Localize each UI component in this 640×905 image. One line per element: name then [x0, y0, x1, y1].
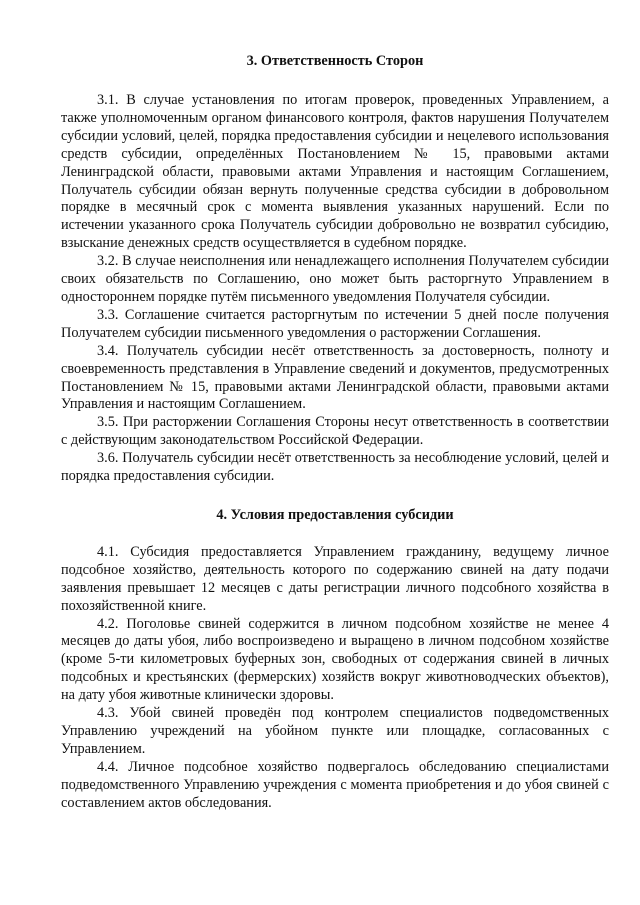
section-4-heading: 4. Условия предоставления субсидии — [216, 506, 454, 523]
clause-3-2: 3.2. В случае неисполнения или ненадлежащего исполнения Получателем субсидии своих обязательств по Соглашению, оно может быть расторгнуто Управлением в одностороннем порядке путём письменного уведомления Получателя субсидии. — [61, 253, 609, 305]
clause-3-3: 3.3. Соглашение считается расторгнутым по истечении 5 дней после получения Получателем субсидии письменного уведомления о расторжении Соглашения. — [61, 306, 609, 341]
clause-3-4: 3.4. Получатель субсидии несёт ответственность за достоверность, полноту и своевременность представления в Управление сведений и документов, предусмотренных Постановлением № 15, правовыми актами Ленинградской области, правовыми актами Управления и настоящим Соглашением. — [61, 342, 609, 413]
section-3-heading: 3. Ответственность Сторон — [246, 53, 424, 69]
clause-3-1: 3.1. В случае установления по итогам проверок, проведенных Управлением, а также уполномоченным органом финансового контроля, фактов нарушения Получателем субсидии условий, целей, порядка предоставления субсидии и нецелевого использования средств субсидии, определённых Постановлением № 15, правовыми актами Ленинградской области, правовыми актами Управления и настоящим Соглашением, Получатель субсидии обязан вернуть полученные средства субсидии в добровольном порядке в месячный срок с момента выявления указанных нарушений. Если по истечении указанного срока Получатель субсидии добровольно не возвратил субсидию, взыскание денежных средств осуществляется в судебном порядке. — [61, 92, 609, 252]
clause-4-1: 4.1. Субсидия предоставляется Управлением гражданину, ведущему личное подсобное хозяйство, деятельность которого по содержанию свиней на дату подачи заявления превышает 12 месяцев с даты регистрации личного подсобного хозяйства в похозяйственной книге. — [61, 543, 609, 614]
document-page — [61, 52, 609, 813]
clause-4-3: 4.3. Убой свиней проведён под контролем специалистов подведомственных Управлению учреждений на убойном пункте или площадке, согласованных с Управлением. — [61, 705, 609, 757]
clause-3-5: 3.5. При расторжении Соглашения Стороны несут ответственность в соответствии с действующим законодательством Российской Федерации. — [61, 414, 609, 449]
clause-4-2: 4.2. Поголовье свиней содержится в личном подсобном хозяйстве не менее 4 месяцев до даты убоя, либо воспроизведено и выращено в личном подсобном хозяйстве (кроме 5-ти километровых буферных зон, свободных от содержания свиней в личных подсобных и крестьянских (фермерских) хозяйств вокруг животноводческих объектов), на дату убоя животные клинически здоровы. — [61, 615, 609, 704]
clause-3-6: 3.6. Получатель субсидии несёт ответственность за несоблюдение условий, целей и порядка предоставления субсидии. — [61, 450, 609, 485]
clause-4-4: 4.4. Личное подсобное хозяйство подвергалось обследованию специалистами подведомственного Управлению учреждения с момента приобретения и до убоя свиней с составлением актов обследования. — [61, 758, 609, 811]
